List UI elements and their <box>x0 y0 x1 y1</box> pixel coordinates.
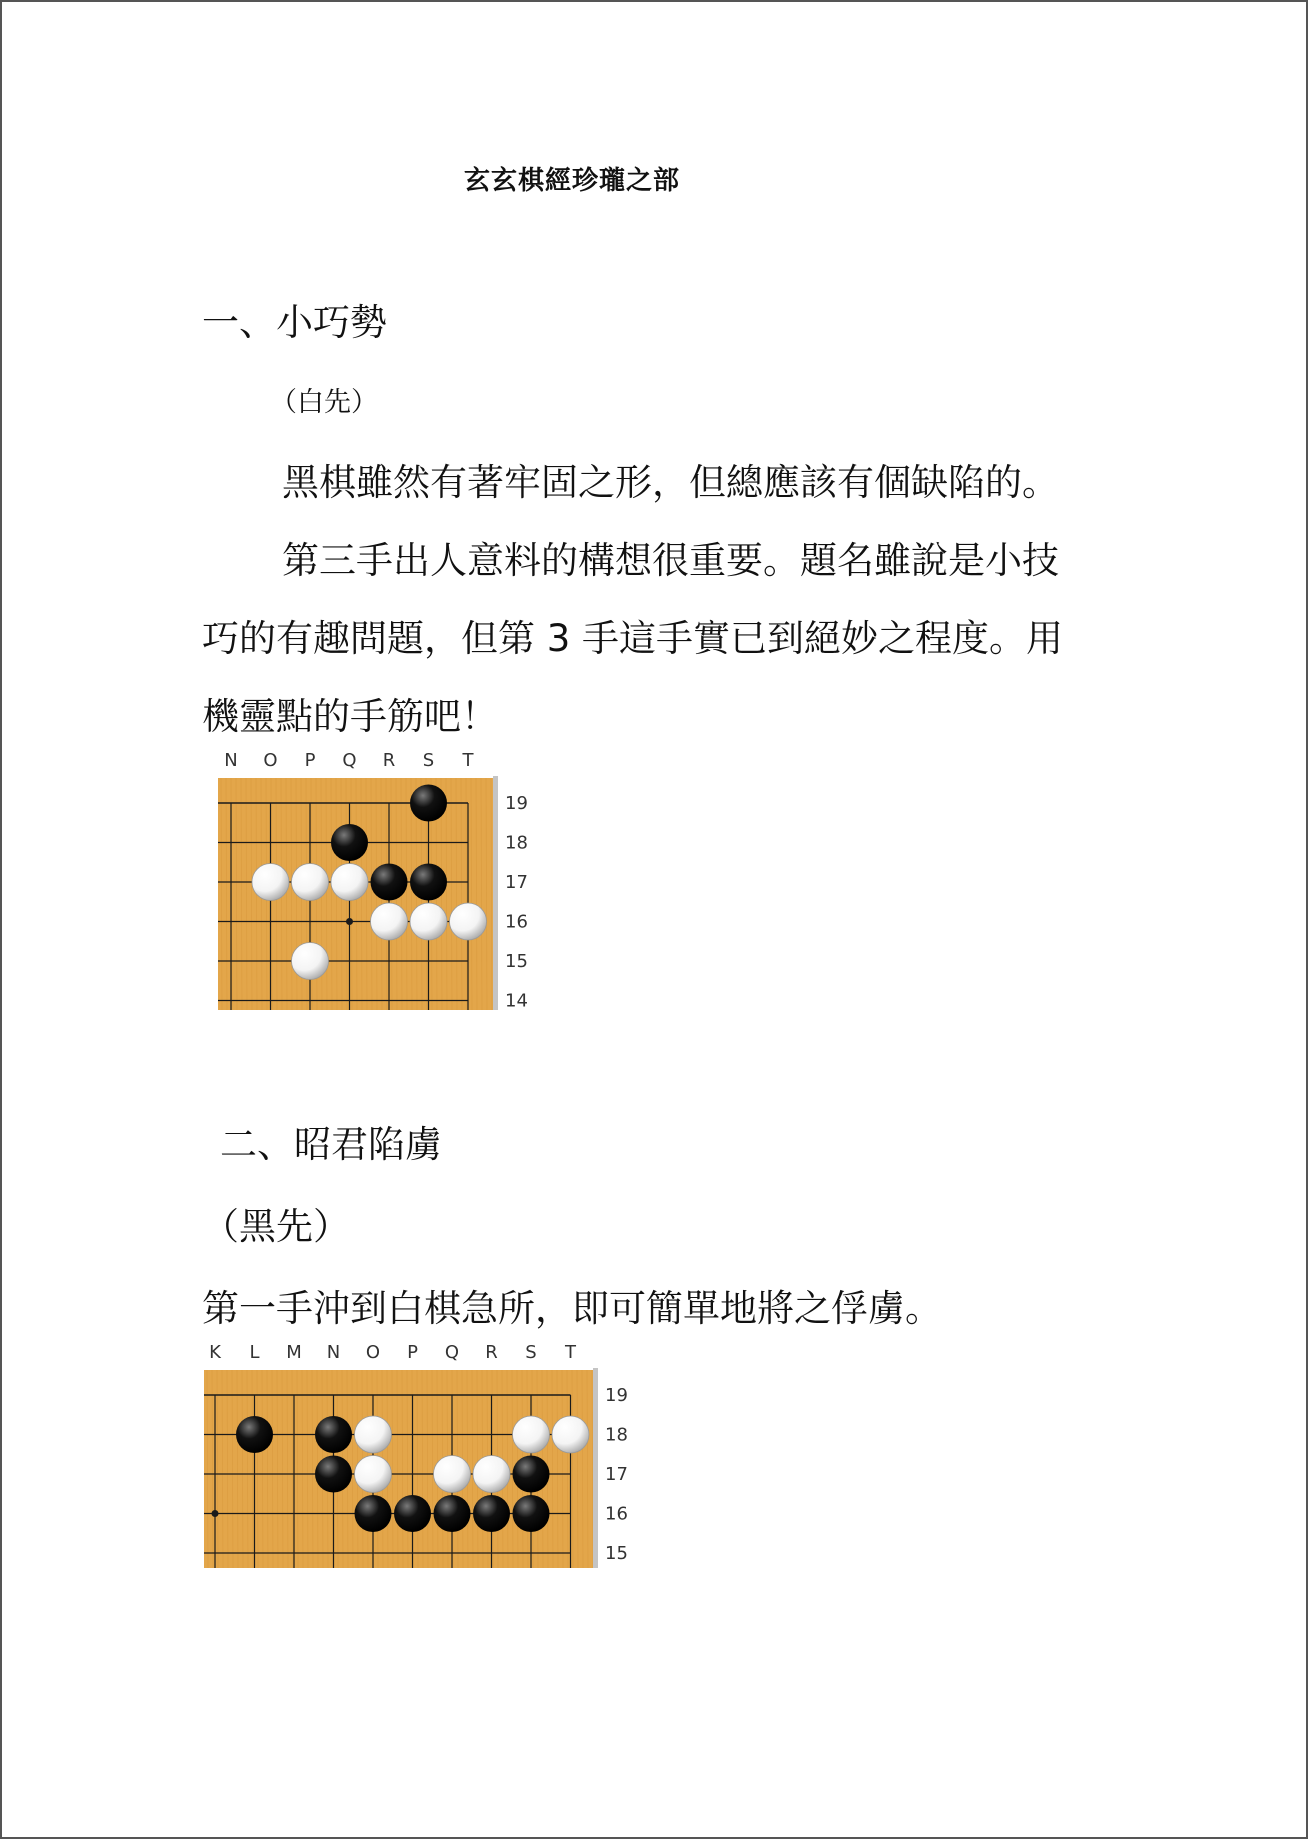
black-stone <box>434 1495 471 1532</box>
white-stone <box>331 864 368 901</box>
row-label: 16 <box>505 911 528 933</box>
black-stone <box>410 864 447 901</box>
white-stone <box>355 1416 392 1453</box>
column-label: O <box>365 1342 381 1363</box>
white-stone <box>450 903 487 940</box>
white-stone <box>473 1456 510 1493</box>
row-label: 15 <box>605 1543 628 1564</box>
white-stone <box>292 943 329 980</box>
black-stone <box>394 1495 431 1532</box>
go-diagram-2 <box>198 1340 638 1572</box>
row-label: 15 <box>505 951 528 972</box>
board-edge <box>493 776 498 1010</box>
column-label: P <box>304 750 316 771</box>
section-2-paragraph-1: 第一手沖到白棋急所，即可簡單地將之俘虜。 <box>202 1287 942 1330</box>
column-label: S <box>525 1342 537 1363</box>
white-stone <box>292 864 329 901</box>
black-stone <box>315 1416 352 1453</box>
black-stone <box>236 1416 273 1453</box>
white-stone <box>434 1456 471 1493</box>
black-stone <box>355 1495 392 1532</box>
document-title: 玄玄棋經珍瓏之部 <box>464 166 681 196</box>
section-1-paragraph-3: 巧的有趣問題，但第 3 手這手實已到絕妙之程度。用 <box>202 617 1064 660</box>
column-label: R <box>382 750 396 771</box>
white-stone <box>410 903 447 940</box>
section-1-paragraph-4: 機靈點的手筋吧！ <box>202 695 498 738</box>
row-label: 17 <box>605 1464 628 1485</box>
column-label: N <box>326 1342 341 1363</box>
black-stone <box>331 824 368 861</box>
star-point <box>212 1510 219 1517</box>
white-stone <box>355 1456 392 1493</box>
black-stone <box>371 864 408 901</box>
board-edge <box>593 1368 598 1568</box>
column-label: O <box>263 750 278 771</box>
go-diagram-1 <box>212 746 552 1016</box>
black-stone <box>315 1456 352 1493</box>
column-label: R <box>485 1342 498 1363</box>
star-point <box>346 918 353 925</box>
white-stone <box>371 903 408 940</box>
section-1-paragraph-2: 第三手出人意料的構想很重要。題名雖說是小技 <box>282 539 1059 582</box>
column-label: Q <box>444 1342 460 1363</box>
row-label: 14 <box>505 990 528 1012</box>
section-1-heading: 一、小巧勢 <box>202 301 387 344</box>
row-label: 18 <box>605 1424 628 1446</box>
column-label: M <box>286 1342 302 1363</box>
column-label: S <box>422 750 435 771</box>
column-label: N <box>224 750 238 771</box>
column-label: P <box>407 1342 418 1363</box>
column-label: T <box>462 750 474 771</box>
column-label: T <box>565 1342 576 1363</box>
row-label: 19 <box>505 793 528 814</box>
column-label: L <box>249 1342 260 1363</box>
section-1-paragraph-1: 黑棋雖然有著牢固之形，但總應該有個缺陷的。 <box>282 461 1059 504</box>
white-stone <box>513 1416 550 1453</box>
row-label: 19 <box>605 1385 628 1406</box>
black-stone <box>513 1495 550 1532</box>
black-stone <box>473 1495 510 1532</box>
row-label: 17 <box>505 872 528 893</box>
row-label: 18 <box>505 832 528 854</box>
section-2-to-move: （黑先） <box>202 1205 350 1248</box>
black-stone <box>513 1456 550 1493</box>
white-stone <box>252 864 289 901</box>
column-label: Q <box>342 750 357 771</box>
section-1-to-move: （白先） <box>270 387 378 418</box>
column-label: K <box>209 1342 221 1363</box>
white-stone <box>552 1416 589 1453</box>
section-2-heading: 二、昭君陷虜 <box>220 1123 442 1166</box>
row-label: 16 <box>605 1503 628 1525</box>
black-stone <box>410 785 447 822</box>
